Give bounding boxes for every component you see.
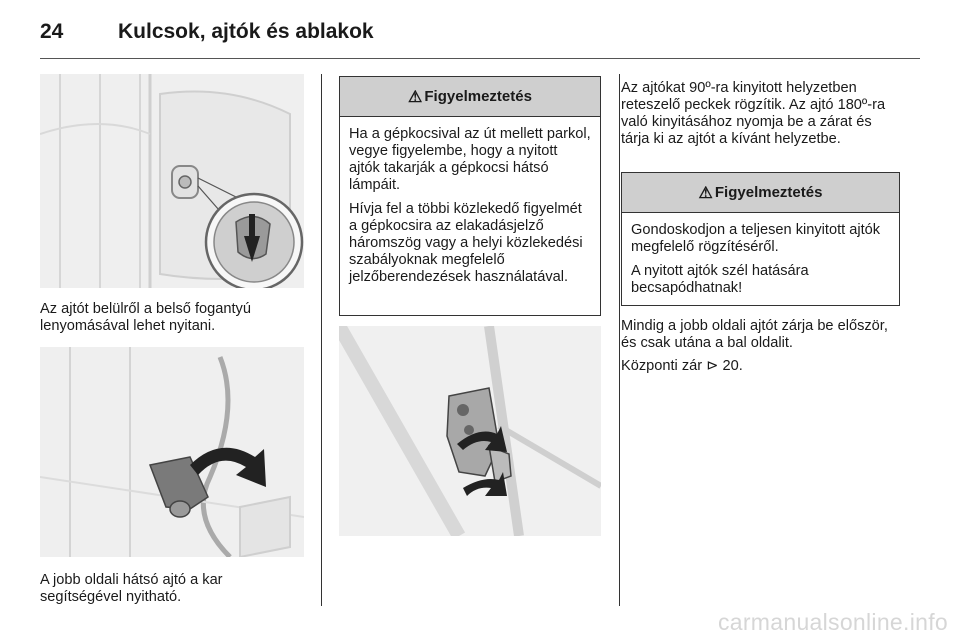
column-divider bbox=[619, 74, 620, 606]
warning-body bbox=[622, 213, 899, 297]
door-handle-drawing bbox=[40, 74, 304, 288]
xref-arrow-icon: ⊳ bbox=[706, 358, 719, 374]
paragraph-closing-order: Mindig a jobb oldali ajtót zárja be először, és csak utána a bal oldalit. bbox=[621, 318, 888, 351]
warning-header bbox=[622, 173, 899, 213]
warning-title: Figyelmeztetés bbox=[714, 184, 823, 201]
warning-triangle-icon: ⚠ bbox=[408, 88, 423, 106]
door-check-pin-drawing bbox=[339, 326, 601, 536]
warning-box-parking bbox=[339, 76, 601, 316]
header-rule bbox=[40, 58, 920, 59]
rear-door-lever-illustration bbox=[40, 347, 304, 557]
warning-header bbox=[340, 77, 600, 117]
watermark: carmanualsonline.info bbox=[717, 609, 948, 635]
column-divider bbox=[321, 74, 322, 606]
door-handle-illustration bbox=[40, 74, 304, 288]
warning-paragraph: Hívja fel a többi közlekedő figyelmét a gépkocsira az elakadásjelző háromszög vagy a helyi közlekedési szabályoknak megfelelő jelzőberendezések használatával. bbox=[349, 201, 583, 285]
warning-triangle-icon: ⚠ bbox=[698, 184, 713, 202]
page-header bbox=[40, 18, 920, 54]
caption-door-handle: Az ajtót belülről a belső fogantyú lenyomásával lehet nyitani. bbox=[40, 301, 251, 334]
caption-rear-door-lever: A jobb oldali hátsó ajtó a kar segítségével nyitható. bbox=[40, 572, 223, 605]
warning-paragraph: Gondoskodjon a teljesen kinyitott ajtók megfelelő rögzítéséről. bbox=[631, 222, 881, 255]
xref-page[interactable]: 20 bbox=[722, 358, 739, 374]
door-check-pin-illustration bbox=[339, 326, 601, 536]
warning-paragraph: A nyitott ajtók szél hatására becsapódhatnak! bbox=[631, 263, 809, 296]
warning-paragraph: Ha a gépkocsival az út mellett parkol, vegye figyelembe, hogy a nyitott ajtók takarják a gépkocsi hátsó lámpáit. bbox=[349, 126, 591, 193]
page-title: Kulcsok, ajtók és ablakok bbox=[118, 20, 374, 43]
rear-door-lever-drawing bbox=[40, 347, 304, 557]
page-number: 24 bbox=[40, 20, 64, 43]
warning-title: Figyelmeztetés bbox=[424, 88, 532, 105]
xref-label: Központi zár bbox=[621, 358, 703, 374]
warning-box-door-secure bbox=[621, 172, 900, 306]
cross-reference[interactable]: Központi zár ⊳ 20. bbox=[621, 358, 743, 374]
paragraph-check-pins: Az ajtókat 90º-ra kinyitott helyzetben reteszelő peckek rögzítik. Az ajtó 180º-ra való kinyitásához nyomja be a zárat és tárja ki az ajtót a kívánt helyzetbe. bbox=[621, 80, 886, 147]
warning-body bbox=[340, 117, 600, 286]
